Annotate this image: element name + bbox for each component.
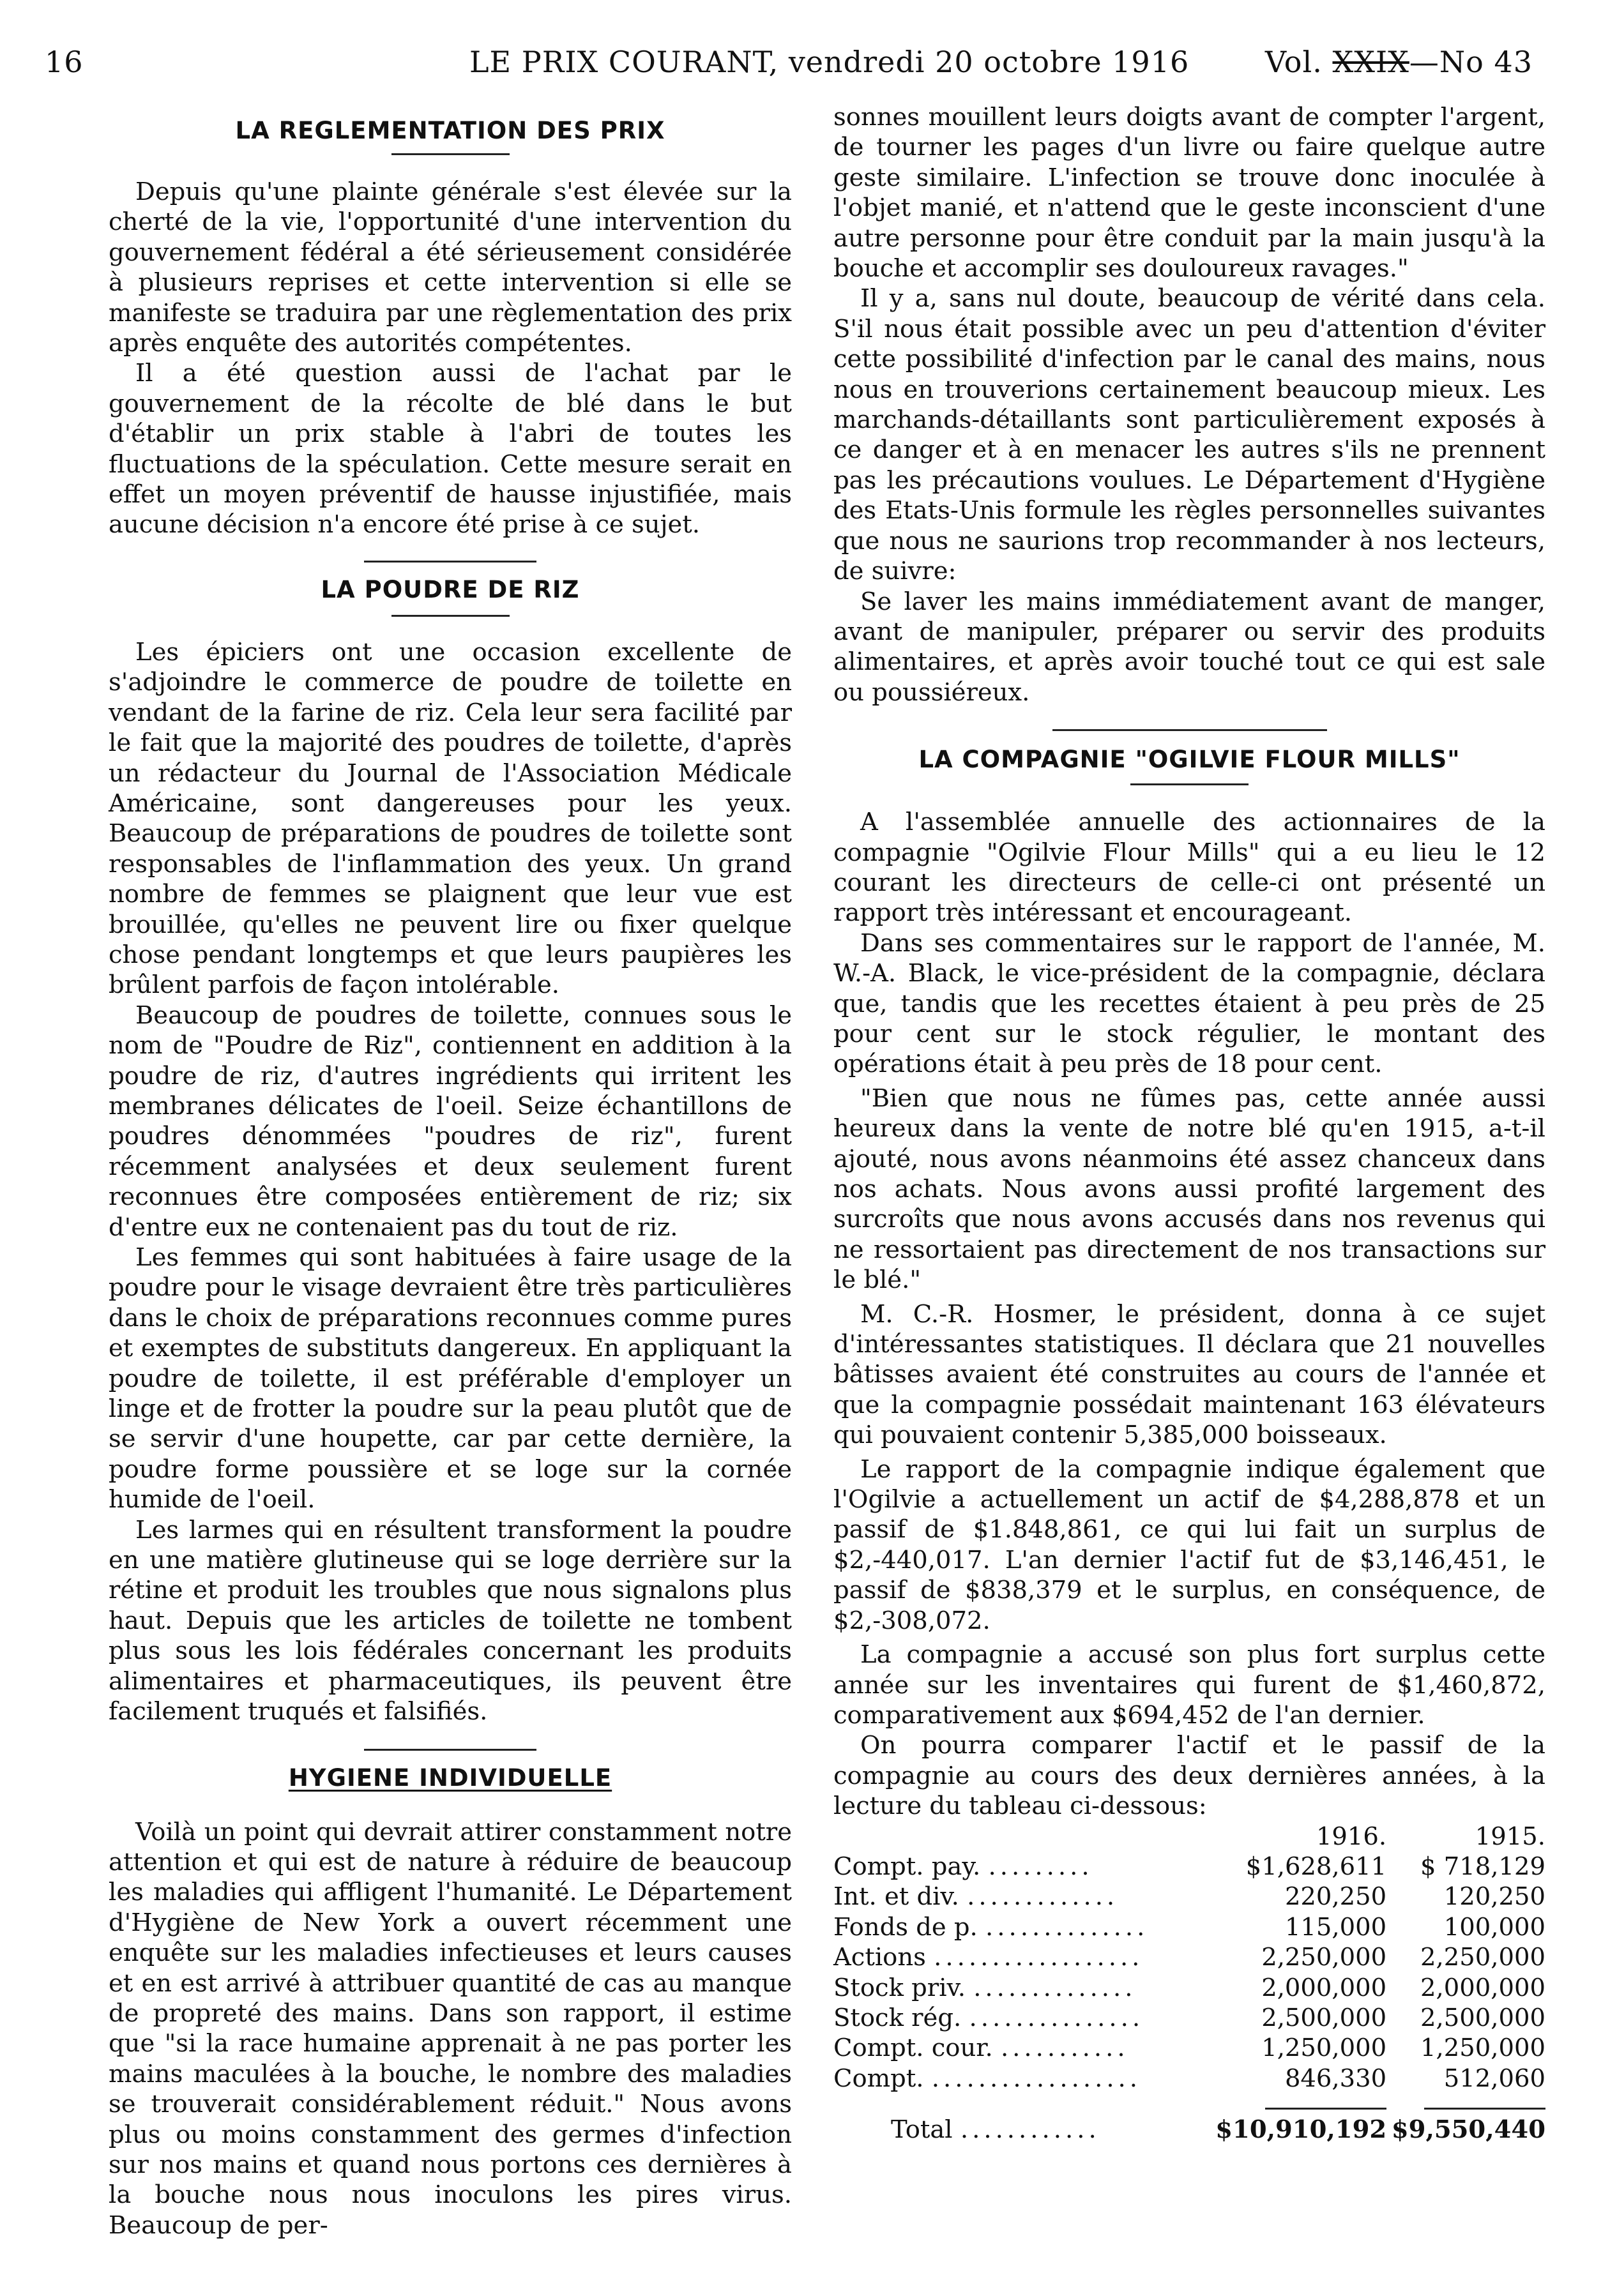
paragraph: Se laver les mains immédiatement avant de manger, avant de manipuler, préparer ou servir des produits alimentaires, et après avoir touché tout ce qui est sale ou poussiéreux. bbox=[833, 587, 1545, 707]
leader-dots: ............... bbox=[969, 2003, 1144, 2032]
value-1916: 2,000,000 bbox=[1261, 1973, 1387, 2002]
leader-dots: ........... bbox=[1000, 2034, 1129, 2063]
value-1916: 846,330 bbox=[1284, 2064, 1387, 2093]
paragraph: Les larmes qui en résultent transforment la poudre en une matière glutineuse qui se loge derrière sur la rétine et produit les troubles que nous signalons plus haut. Depuis que les articles de toilette ne tombent plus sous les lois fédérales concernant les produits alimentaires et pharmaceutiques, ils peuvent être facilement truqués et falsifiés. bbox=[109, 1515, 792, 1726]
article-heading-poudre-de-riz: LA POUDRE DE RIZ bbox=[321, 575, 580, 603]
column-header-1915: 1915. bbox=[1475, 1822, 1545, 1851]
total-rule bbox=[1424, 2108, 1545, 2110]
row-label-cell bbox=[833, 1852, 1215, 1882]
row-label: Stock rég. bbox=[833, 2003, 962, 2032]
row-label: Stock priv. bbox=[833, 1973, 966, 2002]
heading-rule bbox=[391, 615, 510, 617]
row-label-cell bbox=[833, 1942, 1215, 1972]
leader-dots: ......... bbox=[988, 1852, 1093, 1881]
value-1915: 2,250,000 bbox=[1420, 1943, 1545, 1972]
row-label-cell bbox=[833, 2064, 1215, 2094]
column-header-1916: 1916. bbox=[1316, 1822, 1387, 1851]
paragraph: Beaucoup de poudres de toilette, connues sous le nom de "Poudre de Riz", contiennent en addition à la poudre de riz, d'autres ingrédients qui irritent les membranes délicates de l'oeil. Seize échantillons de poudres dénommées "poudres de riz", furent récemment analysées et deux seulement furent reconnues être composées entièrement de riz; six d'entre eux ne contenaient pas du tout de riz. bbox=[109, 1001, 792, 1242]
table-row bbox=[833, 2033, 1545, 2063]
value-1916: 2,500,000 bbox=[1261, 2003, 1387, 2032]
leader-dots: .................. bbox=[931, 2064, 1142, 2093]
table-total-rule-row bbox=[833, 2094, 1545, 2115]
value-1916: 1,250,000 bbox=[1261, 2034, 1387, 2063]
row-label-cell bbox=[833, 2033, 1215, 2063]
row-label: Compt. pay. bbox=[833, 1852, 981, 1881]
running-title: LE PRIX COURANT, vendredi 20 octobre 1916 bbox=[469, 45, 1190, 79]
heading-rule bbox=[1130, 783, 1249, 785]
value-1916: 2,250,000 bbox=[1261, 1943, 1387, 1972]
paragraph: "Bien que nous ne fûmes pas, cette année aussi heureux dans la vente de notre blé qu'en 1915, a-t-il ajouté, nous avons néanmoins été assez chanceux dans nos achats. Nous avons aussi profité largement des surcroîts que nous avons accusés dans nos revenus qui ne ressortaient pas directement de nos transactions sur le blé." bbox=[833, 1084, 1545, 1295]
table-header-row bbox=[833, 1822, 1545, 1852]
volume-roman: XXIX bbox=[1332, 45, 1409, 79]
total-label: Total bbox=[891, 2115, 953, 2145]
article-heading-hygiene: HYGIENE INDIVIDUELLE bbox=[288, 1764, 612, 1792]
paragraph: Les épiciers ont une occasion excellente de s'adjoindre le commerce de poudre de toilette en vendant de la farine de riz. Cela leur sera facilité par le fait que la majorité des poudres de toilette, d'après un rédacteur du Journal de l'Association Médicale Américaine, sont dangereuses pour les yeux. Beaucoup de préparations de poudres de toilette sont responsables de l'inflammation des yeux. Un grand nombre de femmes se plaignent que leur vue est brouillée, qu'elles ne peuvent lire ou fixer quelque chose pendant longtemps et que leurs paupières les brûlent parfois de façon intolérable. bbox=[109, 637, 792, 1000]
table-row bbox=[833, 1882, 1545, 1912]
table-total-row bbox=[833, 2115, 1545, 2145]
value-1916: $1,628,611 bbox=[1245, 1852, 1387, 1881]
leader-dots: .................. bbox=[934, 1943, 1144, 1972]
row-label: Actions bbox=[833, 1943, 926, 1972]
row-label: Compt. cour. bbox=[833, 2034, 993, 2063]
row-label: Compt. bbox=[833, 2064, 924, 2093]
section-divider bbox=[364, 1749, 536, 1751]
value-1915: 2,500,000 bbox=[1420, 2003, 1545, 2032]
volume-number bbox=[1265, 45, 1533, 79]
page-number: 16 bbox=[45, 45, 84, 79]
paragraph: On pourra comparer l'actif et le passif de la compagnie au cours des deux dernières années, à la lecture du tableau ci-dessous: bbox=[833, 1731, 1545, 1821]
right-column bbox=[833, 102, 1545, 2145]
paragraph: Dans ses commentaires sur le rapport de l'année, M. W.-A. Black, le vice-président de la compagnie, déclara que, tandis que les recettes étaient à peu près de 25 pour cent sur le stock régulier, le montant des opérations était à peu près de 18 pour cent. bbox=[833, 928, 1545, 1079]
article-heading-ogilvie: LA COMPAGNIE "OGILVIE FLOUR MILLS" bbox=[918, 746, 1461, 774]
value-1915: 2,000,000 bbox=[1420, 1973, 1545, 2002]
table-row bbox=[833, 1942, 1545, 1972]
table-row bbox=[833, 2064, 1545, 2094]
paragraph: Le rapport de la compagnie indique également que l'Ogilvie a actuellement un actif de $4,288,878 et un passif de $1.848,861, ce qui lui fait un surplus de $2,-440,017. L'an dernier l'actif fut de $3,146,451, le passif de $838,379 et le surplus, en conséquence, de $2,-308,072. bbox=[833, 1454, 1545, 1635]
total-rule bbox=[1265, 2108, 1386, 2110]
value-1915: 512,060 bbox=[1443, 2064, 1545, 2093]
left-column bbox=[109, 102, 792, 2240]
row-label: Fonds de p. bbox=[833, 1912, 978, 1942]
article-heading-reglementation: LA REGLEMENTATION DES PRIX bbox=[235, 117, 665, 144]
paragraph: Les femmes qui sont habituées à faire usage de la poudre pour le visage devraient être très particulières dans le choix de préparations reconnues comme pures et exemptes de substituts dangereux. En appliquant la poudre de toilette, il est préférable d'employer un linge et de frotter la poudre sur la peau plutôt que de se servir d'une houpette, car par cette dernière, la poudre forme poussière et se loge sur la cornée humide de l'oeil. bbox=[109, 1243, 792, 1514]
paragraph: Il a été question aussi de l'achat par le gouvernement de la récolte de blé dans le but d'établir un prix stable à l'abri de toutes les fluctuations de la spéculation. Cette mesure serait en effet un moyen préventif de hausse injustifiée, mais aucune décision n'a encore été prise à ce sujet. bbox=[109, 359, 792, 540]
table-row bbox=[833, 1852, 1545, 1882]
paragraph: sonnes mouillent leurs doigts avant de compter l'argent, de tourner les pages d'un livre ou faire quelque autre geste similaire. L'infection se trouve donc inoculée à l'objet manié, et n'attend que le geste inconscient d'une autre personne pour être conduit par la main jusqu'à la bouche et accomplir ses douloureux ravages." bbox=[833, 103, 1545, 283]
total-1915: $9,550,440 bbox=[1391, 2115, 1545, 2145]
table-row bbox=[833, 1912, 1545, 1942]
paragraph: A l'assemblée annuelle des actionnaires de la compagnie "Ogilvie Flour Mills" qui a eu lieu le 12 courant les directeurs de celle-ci ont présenté un rapport très intéressant et encourageant. bbox=[833, 808, 1545, 928]
row-label-cell bbox=[833, 1882, 1215, 1912]
paragraph: Il y a, sans nul doute, beaucoup de vérité dans cela. S'il nous était possible avec un peu d'attention d'éviter cette possibilité d'infection par le canal des mains, nous nous en trouverions certainement beaucoup mieux. Les marchands-détaillants sont particulièrement exposés à ce danger et à en menacer les autres s'ils ne prennent pas les précautions voulues. Le Département d'Hygiène des Etats-Unis formule les règles personnelles suivantes que nous ne saurions trop recommander à nos lecteurs, de suivre: bbox=[833, 284, 1545, 586]
paragraph: Depuis qu'une plainte générale s'est élevée sur la cherté de la vie, l'opportunité d'une intervention du gouvernement fédéral a été sérieusement considérée à plusieurs reprises et cette intervention si elle se manifeste se traduira par une règlementation des prix après enquête des autorités compétentes. bbox=[109, 177, 792, 358]
leader-dots: ............ bbox=[960, 2115, 1100, 2145]
value-1915: $ 718,129 bbox=[1420, 1852, 1545, 1881]
financial-table bbox=[833, 1822, 1545, 2145]
row-label-cell bbox=[833, 1912, 1215, 1942]
row-label-cell bbox=[833, 2003, 1215, 2033]
row-label: Int. et div. bbox=[833, 1882, 959, 1912]
heading-rule bbox=[391, 153, 510, 155]
table-body bbox=[833, 1852, 1545, 2094]
page-header bbox=[45, 45, 1533, 89]
paragraph: La compagnie a accusé son plus fort surplus cette année sur les inventaires qui furent de $1,460,872, comparativement aux $694,452 de l'an dernier. bbox=[833, 1640, 1545, 1730]
row-label-cell bbox=[833, 1973, 1215, 2003]
value-1916: 115,000 bbox=[1284, 1912, 1387, 1942]
paragraph: M. C.-R. Hosmer, le président, donna à ce sujet d'intéressantes statistiques. Il déclara que 21 nouvelles bâtisses avaient été construites au cours de l'année et que la compagnie possédait maintenant 163 élévateurs qui pouvaient contenir 5,385,000 boisseaux. bbox=[833, 1299, 1545, 1450]
section-divider bbox=[1052, 729, 1327, 731]
paragraph: Voilà un point qui devrait attirer constamment notre attention et qui est de nature à réduire de beaucoup les maladies qui affligent l'humanité. Le Département d'Hygiène de New York a ouvert récemment une enquête sur les maladies infectieuses et leurs causes et en est arrivé à attribuer quantité de cas au manque de propreté des mains. Dans son rapport, il estime que "si la race humaine apprenait à ne pas porter les mains maculées à la bouche, le nombre des maladies se trouverait considérablement réduit." Nous avons plus ou moins constamment des germes d'infection sur nos mains et quand nous portons ces dernières à la bouche nous nous inoculons les pires virus. Beaucoup de per- bbox=[109, 1817, 792, 2240]
leader-dots: .............. bbox=[985, 1912, 1149, 1942]
leader-dots: ............. bbox=[967, 1882, 1119, 1912]
table-row bbox=[833, 2003, 1545, 2033]
table-row bbox=[833, 1973, 1545, 2003]
value-1915: 100,000 bbox=[1443, 1912, 1545, 1942]
section-divider bbox=[364, 561, 536, 563]
value-1916: 220,250 bbox=[1284, 1882, 1387, 1912]
leader-dots: .............. bbox=[973, 1973, 1137, 2002]
value-1915: 120,250 bbox=[1443, 1882, 1545, 1912]
total-1916: $10,910,192 bbox=[1215, 2115, 1387, 2145]
volume-prefix: Vol. bbox=[1264, 45, 1333, 79]
volume-suffix: —No 43 bbox=[1409, 45, 1533, 79]
value-1915: 1,250,000 bbox=[1420, 2034, 1545, 2063]
